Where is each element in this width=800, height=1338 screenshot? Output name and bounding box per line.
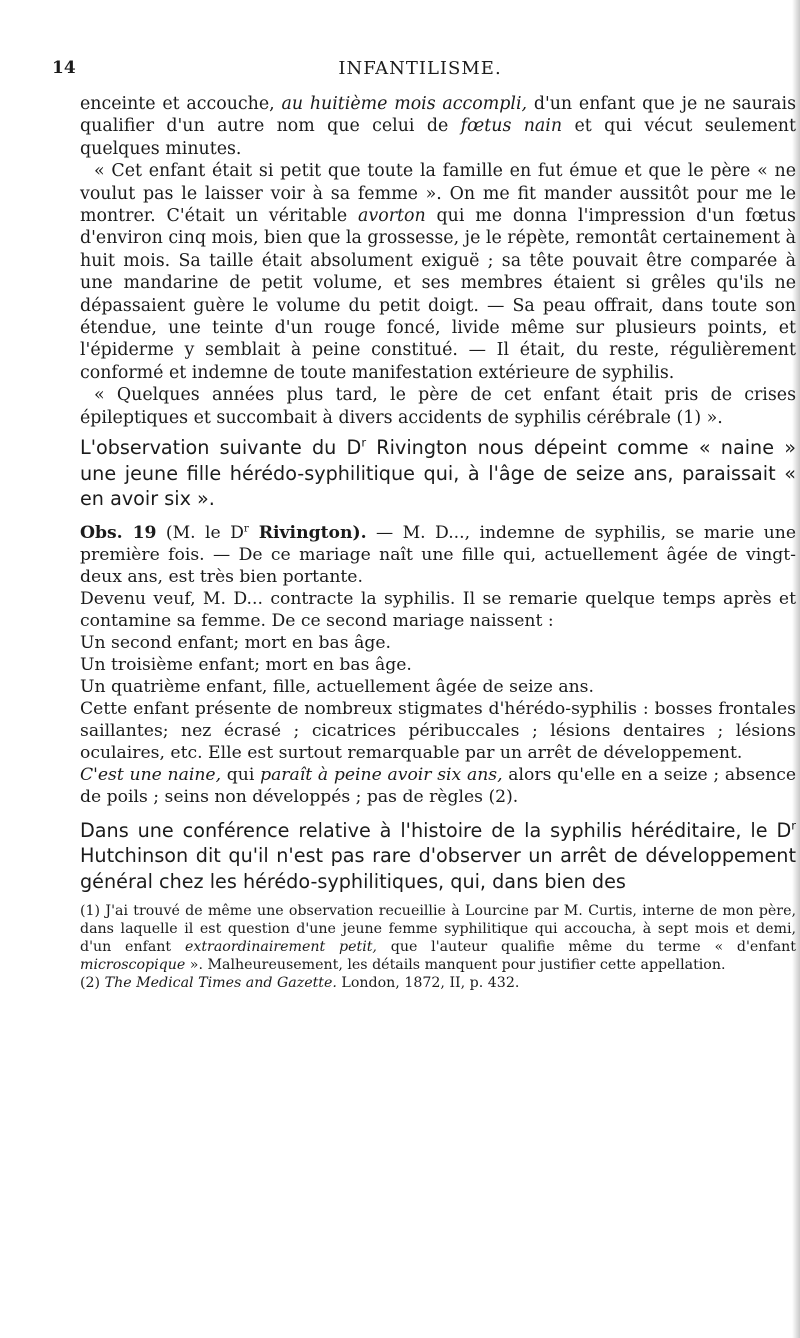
running-title: INFANTILISME. <box>338 58 502 79</box>
paragraph-quote-avorton <box>80 160 796 384</box>
text-run: (1) J'ai trouvé de même une observation recueillie à Lourcine par M. Curtis, interne de mon père, dans laquelle il est question d'une jeune femme syphilitique qui accoucha, à sept mois et demi, d'un enfant <box>80 903 796 956</box>
footnotes <box>80 902 796 992</box>
text-run: — M. D..., indemne de syphilis, se marie une première fois. — De ce mariage naît une fille qui, actuellement âgée de vingt-deux ans, est très bien portante. <box>80 522 796 587</box>
italic-run: The Medical Times and Gazette. <box>104 975 337 992</box>
text-run: et qui vécut seulement quelques minutes. <box>80 116 796 159</box>
text-run: London, 1872, II, p. 432. <box>336 975 520 992</box>
paragraph-hutchinson <box>80 818 796 895</box>
superscript: r <box>361 435 367 450</box>
paragraph-continuation <box>80 93 796 160</box>
body-text <box>80 93 796 992</box>
italic-run: paraît à peine avoir six ans, <box>260 764 503 785</box>
observation-line: Un quatrième enfant, fille, actuellement âgée de seize ans. <box>80 676 594 697</box>
text-run: L'observation suivante du D <box>80 436 362 460</box>
observation-line: Un second enfant; mort en bas âge. <box>80 632 391 653</box>
superscript: r <box>791 818 796 833</box>
text-run: d'un enfant que je ne saurais qualifier d'un autre nom que celui de <box>80 94 796 137</box>
paragraph-rivington-intro <box>80 435 796 512</box>
text-run: alors qu'elle en a seize ; absence de poils ; seins non développés ; pas de règles (2). <box>80 764 796 807</box>
italic-run: extraordinairement petit, <box>184 939 377 956</box>
italic-run: avorton <box>358 206 426 227</box>
observation-label: Obs. 19 <box>80 522 157 543</box>
footnote-2 <box>80 974 796 992</box>
page-number: 14 <box>52 58 76 78</box>
text-run: ». Malheureusement, les détails manquent pour justifier cette appellation. <box>185 957 726 974</box>
paragraph-quote-father <box>80 384 796 429</box>
superscript: r <box>243 521 249 534</box>
text-run: « Quelques années plus tard, le père de cet enfant était pris de crises épileptiques et succombait à divers accidents de syphilis cérébrale (1) ». <box>80 385 796 428</box>
text-run: enceinte et accouche, <box>80 94 282 114</box>
text-run: « Cet enfant était si petit que toute la famille en fut émue et que le père « ne voulut pas le laisser voir à sa femme ». On me fit mander aussitôt pour me le montrer. C'était un véritable <box>80 161 796 227</box>
text-run: Hutchinson dit qu'il n'est pas rare d'observer un arrêt de développement général chez les hérédo-syphilitiques, qui, dans bien des <box>80 844 796 893</box>
text-run: (M. le D <box>156 522 244 543</box>
observation-line: Devenu veuf, M. D... contracte la syphilis. Il se remarie quelque temps après et contamine sa femme. De ce second mariage naissent : <box>80 588 796 631</box>
text-run: qui <box>221 764 261 785</box>
italic-run: microscopique <box>80 957 186 974</box>
observation-line <box>80 764 796 808</box>
italic-run: fœtus nain <box>460 116 563 137</box>
observation-line: Cette enfant présente de nombreux stigmates d'hérédo-syphilis : bosses frontales saillantes; nez écrasé ; cicatrices péribuccales ; lésions dentaires ; lésions oculaires, etc. Elle est surtout remarquable par un arrêt de développement. <box>80 698 796 763</box>
text-run: Rivington nous dépeint comme « naine » une jeune fille hérédo-syphilitique qui, à l'âge de seize ans, paraissait « en avoir six ». <box>80 436 796 511</box>
observation-line: Un troisième enfant; mort en bas âge. <box>80 654 412 675</box>
italic-run: C'est une naine, <box>80 764 222 785</box>
observation-heading-line <box>80 522 796 588</box>
text-run: Dans une conférence relative à l'histoire de la syphilis héréditaire, le D <box>80 818 792 842</box>
text-run: (2) <box>80 975 105 992</box>
text-run: qui me donna l'impression d'un fœtus d'environ cinq mois, bien que la grossesse, je le répète, remontât certainement à huit mois. Sa taille était absolument exiguë ; sa tête pouvait être comparée à une mandarine de petit volume, et ses membres étaient si grêles qu'ils ne dépassaient guère le volume du petit doigt. — Sa peau offrait, dans toute son étendue, une teinte d'un rouge foncé, livide même sur plusieurs points, et l'épiderme y semblait à peine constitué. — Il était, du reste, régulièrement conformé et indemne de toute manifestation extérieure de syphilis. <box>80 206 796 383</box>
footnote-1 <box>80 902 796 974</box>
observation-19 <box>80 522 796 808</box>
italic-run: au huitième mois accompli, <box>281 94 528 114</box>
page-header <box>52 58 788 80</box>
text-run: que l'auteur qualifie même du terme « d'enfant <box>376 939 796 956</box>
observation-author: Rivington). <box>248 522 367 543</box>
